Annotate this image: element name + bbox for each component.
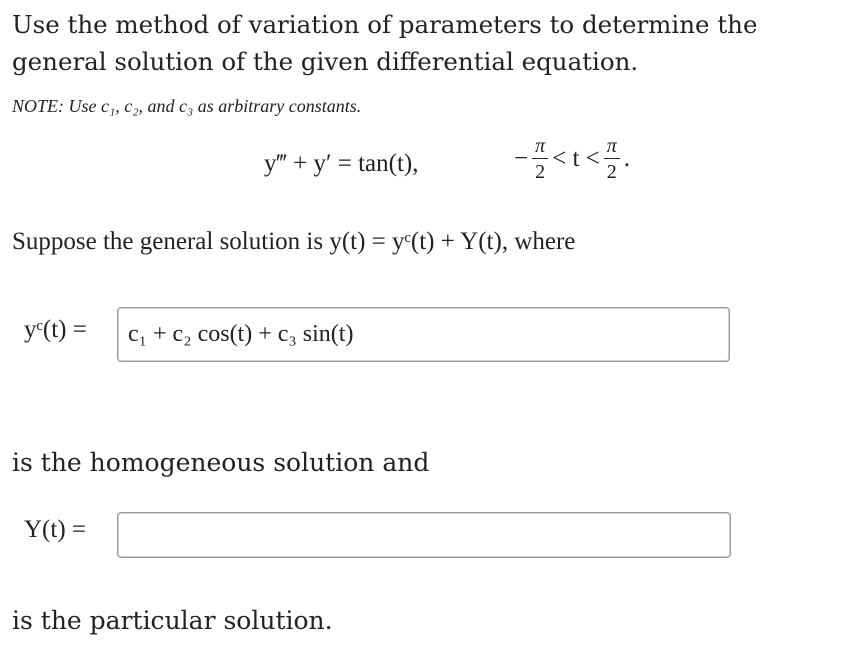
minus-sign: − (514, 145, 529, 172)
period: . (623, 145, 631, 172)
constants-note: NOTE: Use c₁, c₂, and c₃ as arbitrary constants. (12, 96, 362, 116)
general-solution-statement: Suppose the general solution is y(t) = yᶜ(t) + Y(t), where (12, 228, 576, 255)
fraction-pi-over-2-left (532, 136, 548, 182)
pi-numerator: π (535, 135, 546, 157)
yc-answer-field[interactable] (117, 307, 730, 362)
homogeneous-caption: is the homogeneous solution and (12, 448, 430, 477)
particular-answer-field[interactable] (117, 512, 731, 558)
particular-caption: is the particular solution. (12, 606, 333, 635)
particular-label: Y(t) = (24, 516, 86, 543)
domain-inequality (514, 136, 630, 182)
denominator: 2 (606, 161, 617, 183)
differential-equation: y‴ + y′ = tan(t), (264, 150, 419, 177)
fraction-pi-over-2-right (604, 136, 620, 182)
pi-numerator: π (606, 135, 617, 157)
problem-prompt: Use the method of variation of parameters to determine the general solution of the given differential equation. (12, 10, 758, 76)
yc-label: yᶜ(t) = (24, 316, 87, 343)
yc-answer-value: c₁ + c₂ cos(t) + c₃ sin(t) (128, 321, 354, 347)
inequality-middle: < t < (552, 145, 600, 172)
denominator: 2 (535, 161, 546, 183)
